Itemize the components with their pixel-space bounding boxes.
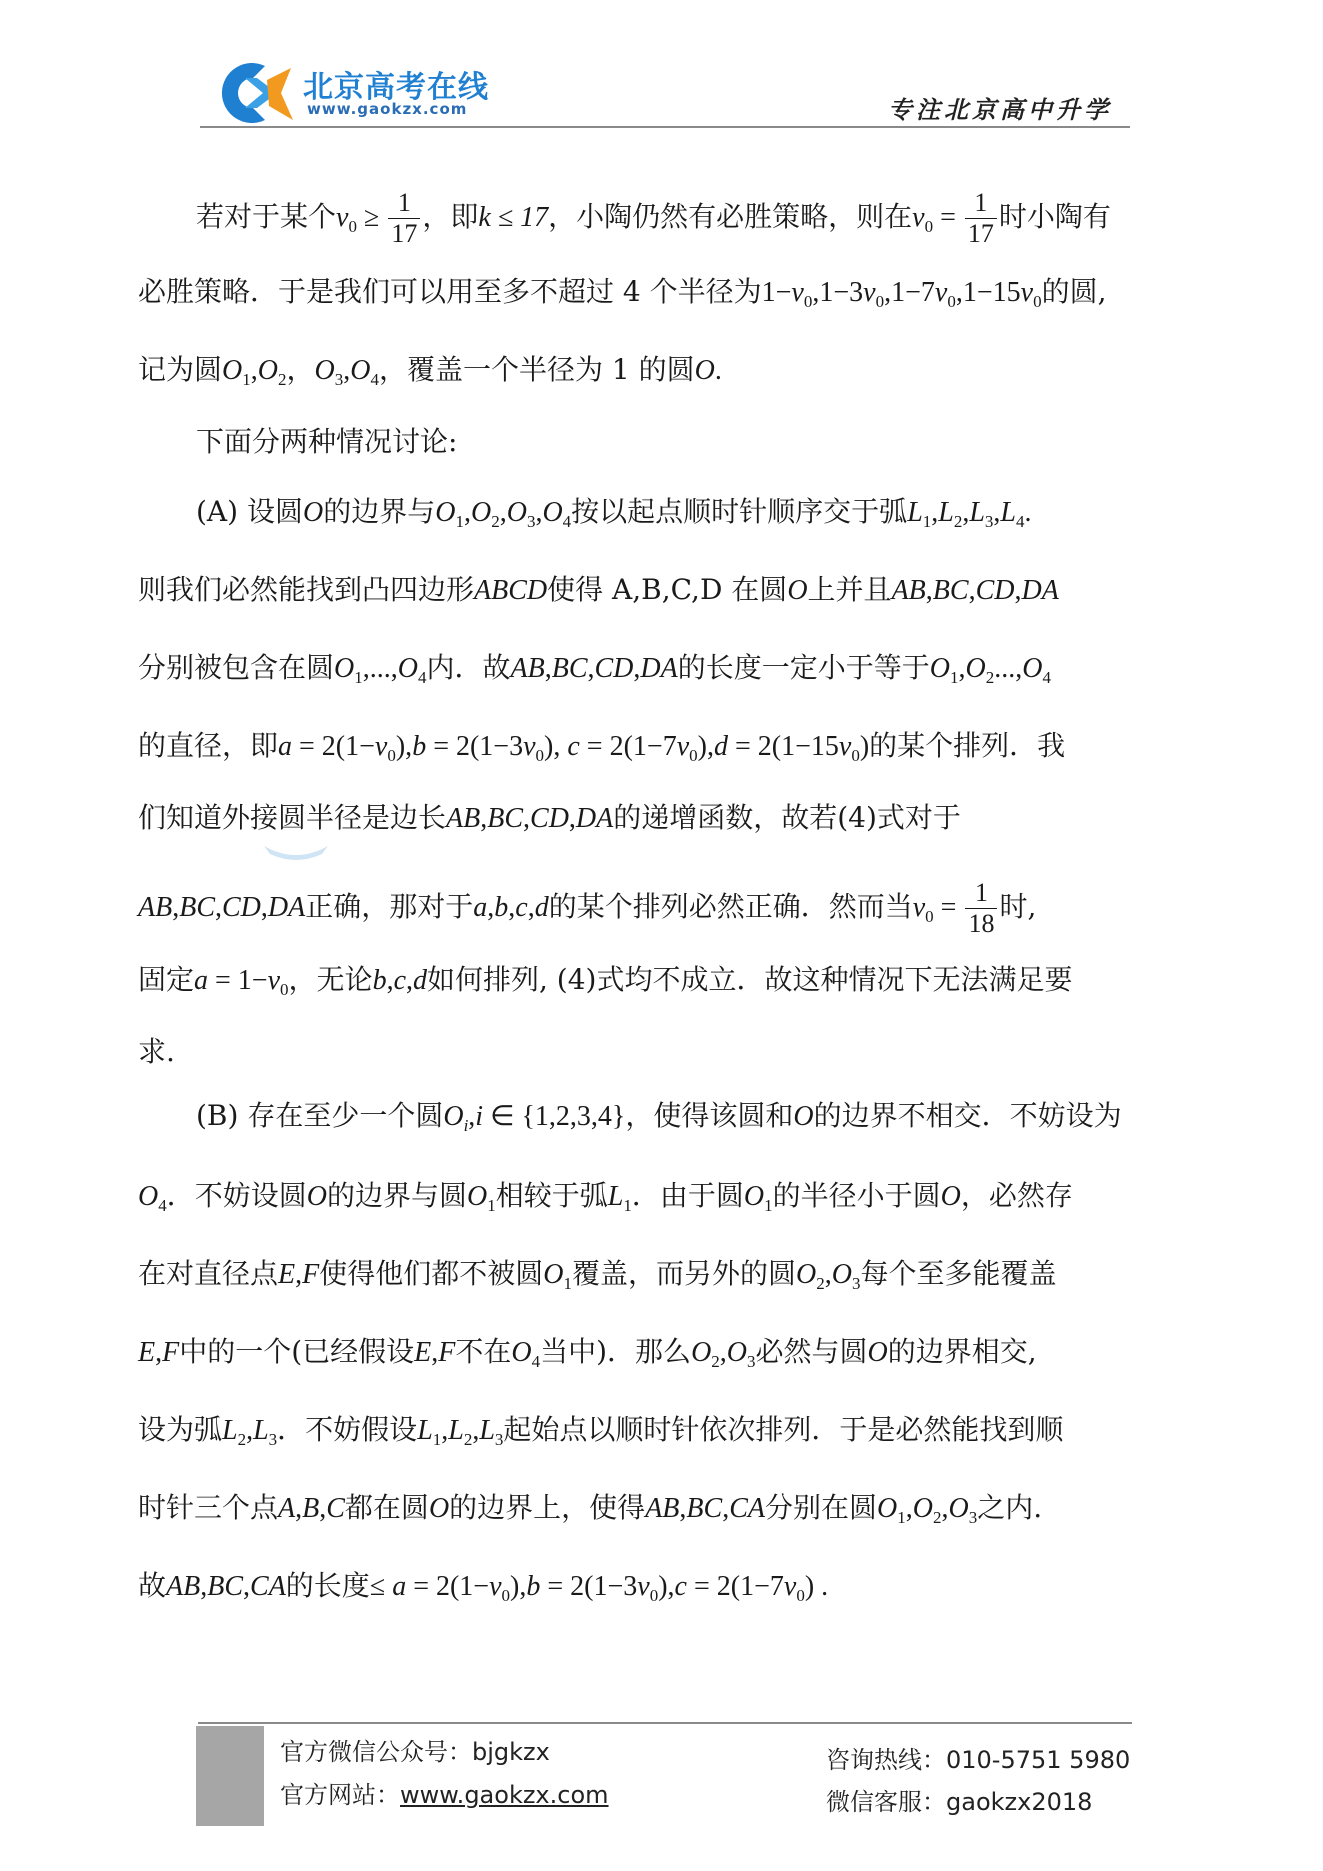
header-divider — [200, 126, 1130, 128]
footer-gray-block — [196, 1726, 264, 1826]
text-line: 必胜策略．于是我们可以用至多不超过 4 个半径为$1-v_0,1-3v_0,1-7v_0,1-15v_0$的圆, — [138, 275, 1107, 311]
text-line: 分别被包含在圆$O_1,...,O_4$内．故AB,BC,CD,DA的长度一定小于等于$O_1,O_2...,O_4$ — [138, 651, 1051, 687]
text-line: 记为圆$O_1,O_2$，$O_3,O_4$，覆盖一个半径为 1 的圆O. — [138, 353, 722, 389]
text-line: 故AB,BC,CA的长度≤ $a = 2(1-v_0),b = 2(1-3v_0),c = 2(1-7v_0)$ . — [138, 1569, 829, 1605]
text-line: 在对直径点E,F使得他们都不被圆$O_1$覆盖，而另外的圆$O_2,O_3$每个至多能覆盖 — [138, 1257, 1057, 1293]
text-line: 设为弧$L_2,L_3$．不妨假设$L_1,L_2,L_3$起始点以顺时针依次排列．于是必然能找到顺 — [138, 1413, 1064, 1449]
text-line: 则我们必然能找到凸四边形ABCD使得 A,B,C,D 在圆O上并且AB,BC,CD,DA — [138, 573, 1059, 606]
footer-divider — [198, 1722, 1132, 1724]
text-line: AB,BC,CD,DA正确，那对于a,b,c,d的某个排列必然正确．然而当$v_0$ = $\frac{1}{18}$ 时, — [138, 878, 1037, 938]
text-line: 求. — [138, 1035, 175, 1068]
site-name: 北京高考在线 — [303, 70, 489, 105]
text-line: 们知道外接圆半径是边长AB,BC,CD,DA的递增函数，故若(4)式对于 — [138, 801, 961, 834]
fraction: $\frac{1}{18}$ — [965, 878, 997, 939]
footer-service: 微信客服：gaokzx2018 — [826, 1788, 1093, 1816]
header-slogan: 专注北京高中升学 — [888, 95, 1112, 124]
fraction: $\frac{1}{17}$ — [388, 188, 420, 249]
text-line: (B) 存在至少一个圆$O_i,i$ ∈ {1,2,3,4}，使得该圆和O的边界不相交．不妨设为 — [196, 1099, 1122, 1135]
gaokzx-logo-icon — [205, 58, 297, 128]
text-line: 固定$a = 1-v_0$，无论b,c,d如何排列, (4)式均不成立．故这种情况下无法满足要 — [138, 963, 1073, 999]
text-line: 若对于某个$v_0$ ≥ $\frac{1}{17}$ ，即k ≤ 17，小陶仍然有必胜策略，则在$v_0$ = $\frac{1}{17}$ 时小陶有 — [196, 188, 1111, 248]
text-line: 下面分两种情况讨论: — [196, 425, 458, 458]
footer-wechat: 官方微信公众号：bjgkzx — [280, 1738, 550, 1766]
site-url: www.gaokzx.com — [307, 100, 468, 118]
text-line: $O_4$．不妨设圆O的边界与圆$O_1$相较于弧$L_1$．由于圆$O_1$的半径小于圆O，必然存 — [138, 1179, 1073, 1215]
website-link[interactable]: www.gaokzx.com — [400, 1781, 609, 1809]
text-line: 的直径，即$a = 2(1-v_0),b = 2(1-3v_0)$, $c = 2(1-7v_0),d = 2(1-15v_0)$的某个排列．我 — [138, 729, 1066, 765]
text-line: E,F中的一个(已经假设E,F不在$O_4$当中)．那么$O_2,O_3$必然与圆O的边界相交, — [138, 1335, 1037, 1371]
text-line: (A) 设圆O的边界与$O_1,O_2,O_3,O_4$按以起点顺时针顺序交于弧$L_1,L_2,L_3,L_4$. — [196, 495, 1032, 531]
watermark-fragment — [262, 842, 330, 860]
fraction: $\frac{1}{17}$ — [965, 188, 997, 249]
text-line: 时针三个点A,B,C都在圆O的边界上，使得AB,BC,CA分别在圆$O_1,O_2,O_3$之内. — [138, 1491, 1043, 1527]
footer-website: 官方网站：www.gaokzx.com — [280, 1781, 609, 1809]
footer-hotline: 咨询热线：010-5751 5980 — [826, 1746, 1131, 1774]
site-logo[interactable] — [205, 58, 505, 128]
